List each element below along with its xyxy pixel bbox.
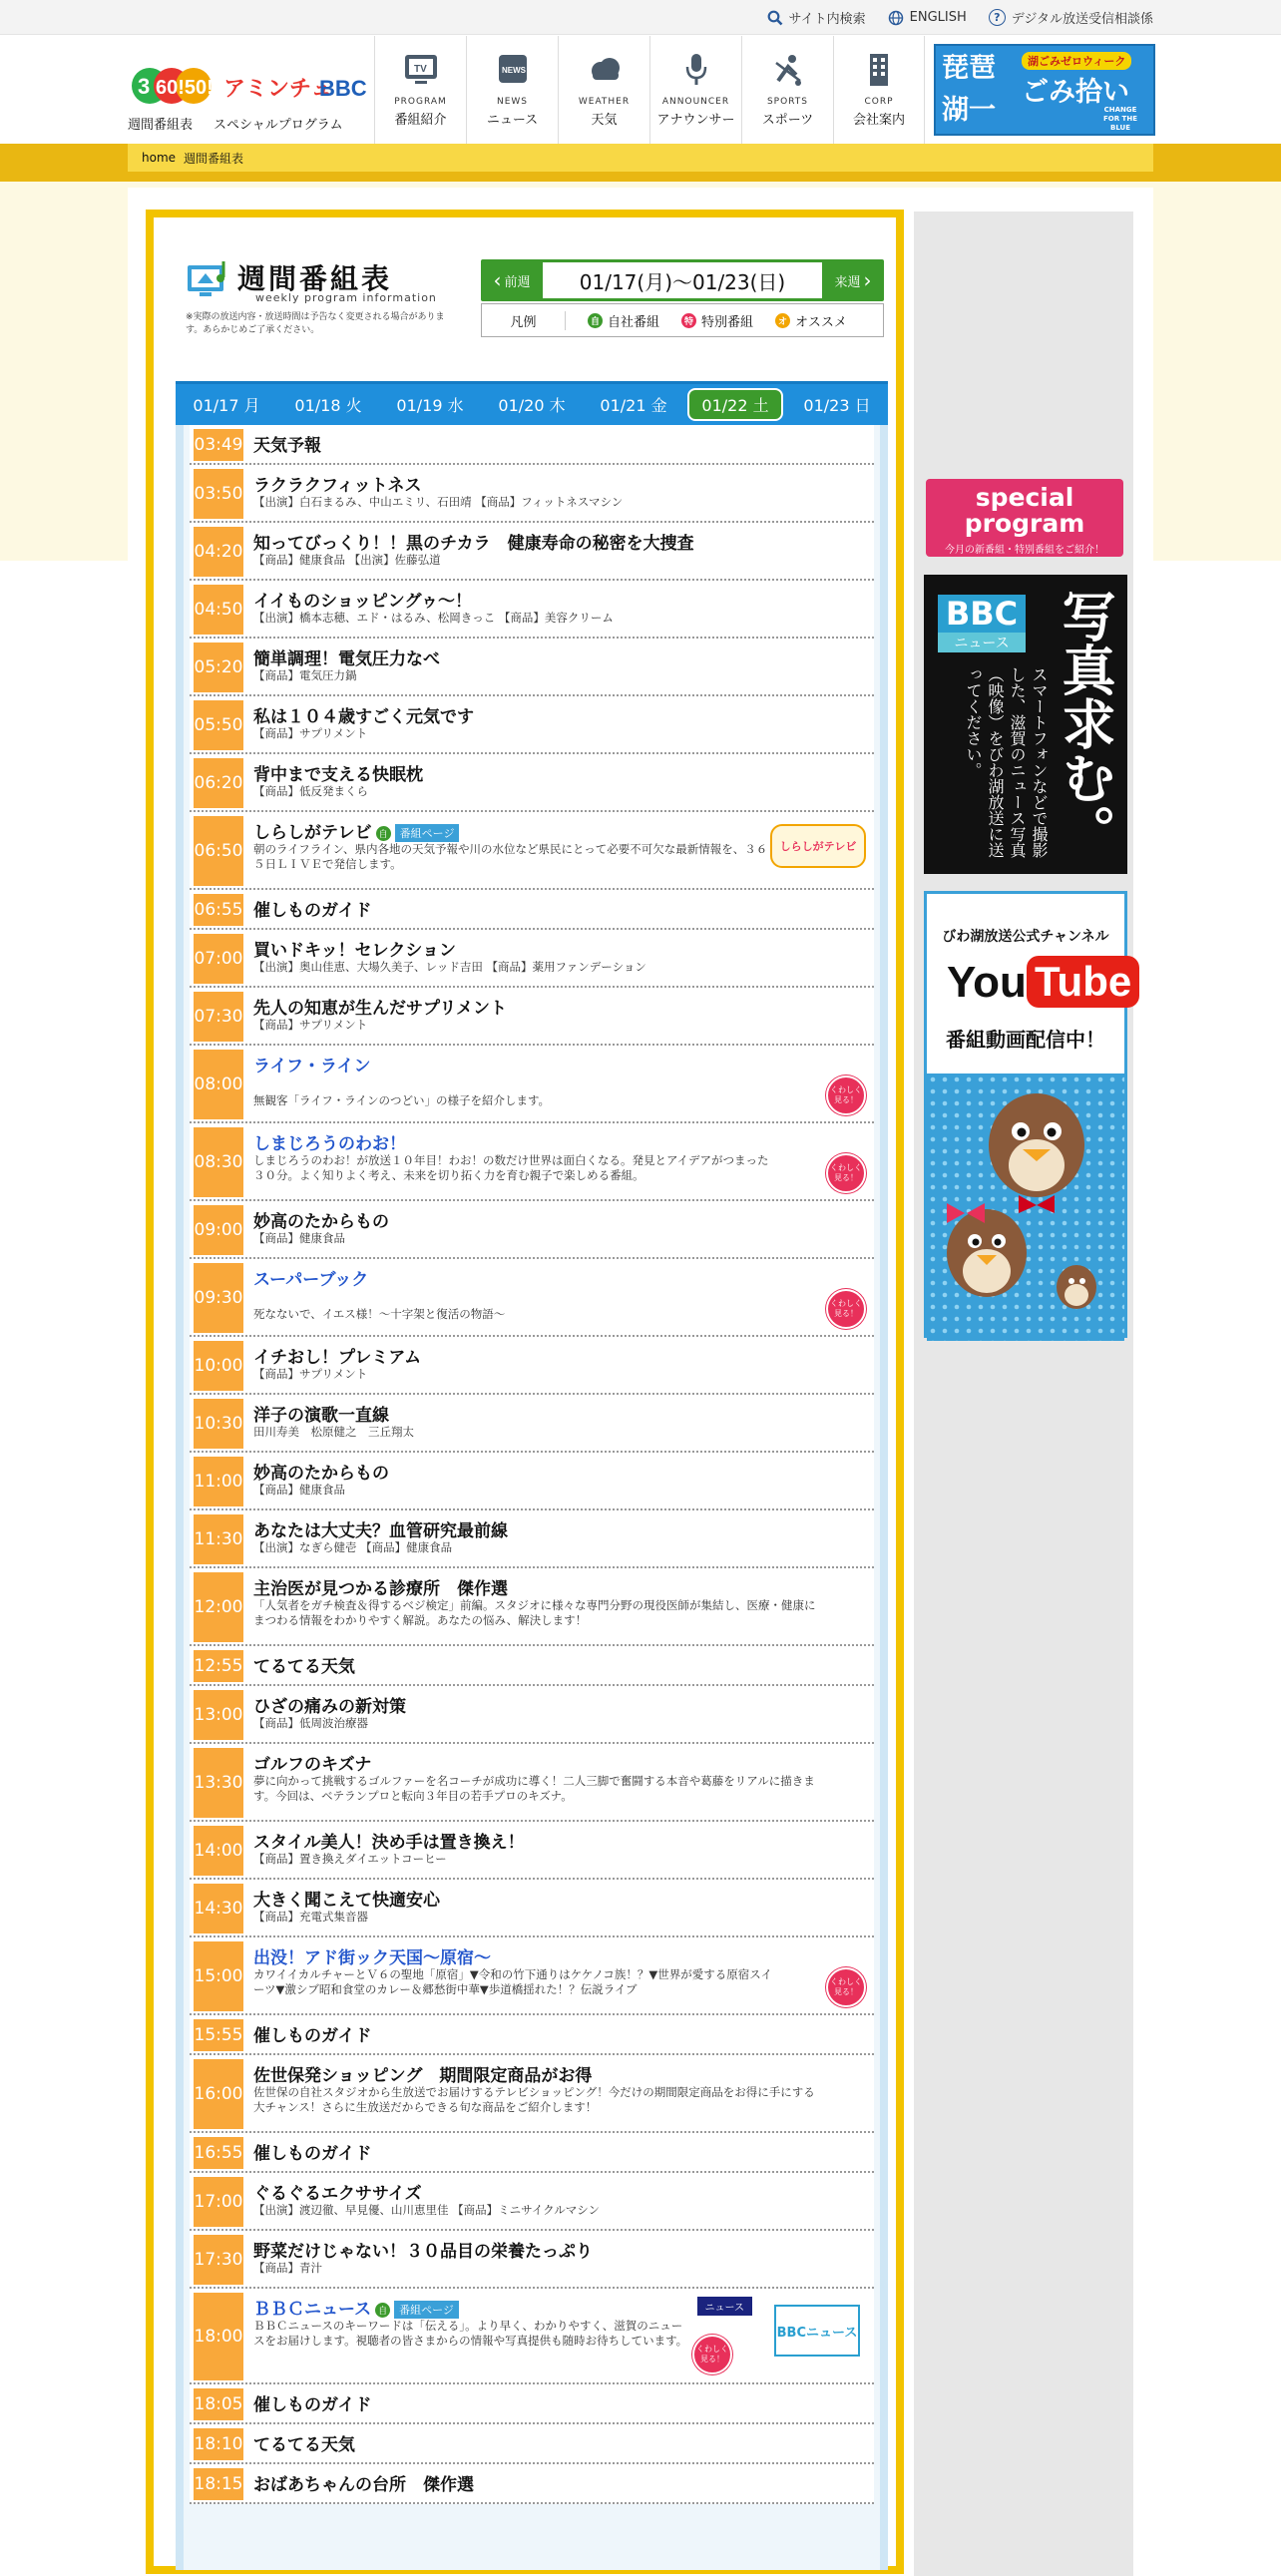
- program-page-link[interactable]: 番組ページ: [395, 824, 460, 842]
- tab-day-3[interactable]: [379, 384, 481, 425]
- program-title: あなたは大丈夫？血管研究最前線: [253, 1521, 508, 1541]
- program-row[interactable]: [190, 1453, 874, 1510]
- nav-weather[interactable]: [558, 36, 649, 144]
- program-description: 【商品】サプリメント: [253, 726, 368, 740]
- program-title: 佐世保発ショッピング 期間限定商品がお得: [253, 2066, 593, 2086]
- nav-program[interactable]: [374, 36, 466, 144]
- program-title-wrap[interactable]: [253, 1692, 406, 1717]
- program-description: 【出演】橋本志穂、エド・はるみ、松岡きっこ 【商品】美容クリーム: [253, 611, 614, 625]
- program-description: 【商品】健康食品: [253, 1231, 345, 1245]
- program-title: 天気予報: [253, 436, 321, 456]
- nav-program-en: PROGRAM: [394, 97, 447, 107]
- program-row[interactable]: [190, 425, 874, 465]
- program-title-wrap[interactable]: [253, 702, 474, 727]
- program-description: 【商品】サプリメント: [253, 1367, 368, 1381]
- program-title: 催しものガイド: [253, 2144, 372, 2164]
- program-title: 催しものガイド: [253, 2026, 372, 2046]
- program-description: 【出演】奥山佳恵、大場久美子、レッド吉田 【商品】薬用ファンデーション: [253, 960, 646, 974]
- program-title: イチおし！プレミアム: [253, 1348, 422, 1368]
- program-time: 10:30: [194, 1399, 243, 1449]
- program-title-wrap[interactable]: [253, 1401, 389, 1426]
- page-title-jp: 週間番組表: [237, 262, 393, 295]
- program-description: 【出演】白石まるみ、中山エミリ、石田靖 【商品】フィットネスマシン: [253, 495, 624, 509]
- program-time: 03:50: [194, 469, 243, 519]
- tab-day-4[interactable]: [481, 384, 583, 425]
- banner-cleanup-text: ごみ拾い: [1022, 77, 1129, 108]
- program-table-link[interactable]: 週間番組表: [128, 118, 194, 133]
- special-program-banner[interactable]: [926, 479, 1123, 557]
- global-nav: [374, 36, 925, 144]
- program-time: 11:30: [194, 1514, 243, 1564]
- legend-own: [588, 311, 659, 330]
- program-description: 【商品】健康食品: [253, 1483, 345, 1497]
- tab-day-label: 01/23 日: [803, 396, 871, 415]
- program-time: 07:00: [194, 934, 243, 984]
- program-title-wrap[interactable]: [253, 2061, 592, 2086]
- next-week-button[interactable]: [825, 262, 881, 298]
- program-description: 【商品】電気圧力鍋: [253, 668, 357, 682]
- special-program-link[interactable]: スペシャルプログラム: [214, 118, 343, 133]
- program-time: 11:00: [194, 1457, 243, 1506]
- program-description: 夢に向かって挑戦するゴルファーを名コーチが成功に導く！二人三脚で奮闘する本音や葛藤をリアルに描きます。今回は、ベテランプロと転向３年目の若手プロのキズナ。: [253, 1774, 815, 1803]
- legend-own-label: 自社番組: [608, 314, 660, 330]
- program-row[interactable]: [190, 1822, 874, 1880]
- program-time: 08:30: [194, 1127, 243, 1197]
- program-row[interactable]: [190, 696, 874, 754]
- program-time: 15:00: [194, 1941, 243, 2011]
- program-title-wrap[interactable]: [253, 936, 456, 961]
- program-row[interactable]: [190, 1201, 874, 1259]
- banner-week-text: 湖ごみゼロウィーク: [1022, 52, 1131, 70]
- youtube-banner-top: びわ湖放送公式チャンネル: [942, 929, 1109, 945]
- shirashiga-tv-logo: しらしがテレビ: [770, 824, 866, 868]
- program-time: 06:20: [194, 758, 243, 808]
- program-title: ラクラクフィットネス: [253, 476, 422, 496]
- utility-bar: [0, 0, 1281, 35]
- details-button[interactable]: くわしく見る！: [826, 1075, 866, 1115]
- program-title: 妙高のたからもの: [253, 1464, 389, 1484]
- program-row[interactable]: [190, 1123, 874, 1201]
- program-row[interactable]: [190, 2384, 874, 2424]
- program-title: ひざの痛みの新対策: [253, 1697, 406, 1717]
- tab-day-label: 01/21 金: [600, 396, 667, 415]
- tab-day-6[interactable]: [684, 384, 786, 425]
- details-button[interactable]: くわしく見る！: [826, 1967, 866, 2007]
- program-row[interactable]: [190, 1937, 874, 2015]
- program-title: しらしがテレビ: [253, 823, 372, 843]
- program-title: 知ってびっくり！！黒のチカラ 健康寿命の秘密を大捜査: [253, 534, 694, 554]
- sidebar: [914, 212, 1133, 2576]
- program-row[interactable]: [190, 581, 874, 639]
- details-button[interactable]: くわしく見る！: [692, 2335, 732, 2374]
- program-time: 07:30: [194, 992, 243, 1042]
- program-title-wrap[interactable]: [253, 1652, 355, 1677]
- legend-label: 凡例: [482, 311, 566, 330]
- program-row[interactable]: [190, 1337, 874, 1395]
- photo-request-banner[interactable]: [924, 575, 1127, 874]
- program-row[interactable]: [190, 1880, 874, 1937]
- program-description: 【商品】青汁: [253, 2261, 322, 2275]
- program-row[interactable]: [190, 890, 874, 930]
- program-description: 【出演】なぎら健壱 【商品】健康食品: [253, 1540, 453, 1554]
- tv-icon: [401, 51, 441, 89]
- program-title: てるてる天気: [253, 2435, 355, 2455]
- details-button[interactable]: くわしく見る！: [826, 1289, 866, 1329]
- program-description: 【出演】渡辺徹、早見優、山川恵里佳 【商品】ミニサイクルマシン: [253, 2203, 600, 2217]
- tab-day-label: 01/22 土: [687, 388, 782, 421]
- program-row[interactable]: [190, 465, 874, 523]
- program-time: 09:00: [194, 1205, 243, 1255]
- digital-help-label: デジタル放送受信相談係: [1011, 12, 1153, 27]
- mascot-illustration: [927, 1073, 1124, 1341]
- news-tag: ニュース: [697, 2297, 753, 2316]
- program-row[interactable]: [190, 2424, 874, 2464]
- nav-announcer[interactable]: [649, 36, 741, 144]
- youtube-logo: [947, 952, 1132, 1022]
- program-title-wrap[interactable]: [253, 1886, 440, 1911]
- sports-icon: [768, 51, 808, 89]
- svg-text:TV: TV: [413, 64, 427, 75]
- program-title: 買いドキッ！セレクション: [253, 941, 456, 961]
- nav-corp-jp: 会社案内: [852, 113, 905, 128]
- program-time: 14:30: [194, 1884, 243, 1933]
- program-title: ゴルフのキズナ: [253, 1755, 372, 1775]
- program-time: 13:30: [194, 1748, 243, 1818]
- youtube-you: You: [947, 958, 1027, 1007]
- program-description: ＢＢＣニュースのキーワードは「伝える」。より早く、わかりやすく、滋賀のニュースをお届けします。視聴者の皆さまからの情報や写真提供も随時お待ちしています。: [253, 2319, 688, 2348]
- program-title: 妙高のたからもの: [253, 1212, 389, 1232]
- tab-day-2[interactable]: [277, 384, 379, 425]
- program-row[interactable]: [190, 1259, 874, 1337]
- program-title-wrap[interactable]: [253, 1052, 370, 1076]
- photo-request-headline: 写真求む。: [1054, 589, 1116, 858]
- program-time: 06:50: [194, 816, 243, 886]
- schedule-note: ※実際の放送内容・放送時間は予告なく変更される場合があります。あらかじめご了承ください。: [186, 312, 445, 335]
- question-icon: ?: [989, 9, 1006, 26]
- svg-text:60!50!: 60!50!: [156, 77, 214, 99]
- own-program-icon: 自: [588, 313, 603, 328]
- nav-sports-en: SPORTS: [766, 97, 809, 107]
- search-icon: [767, 10, 783, 26]
- breadcrumb: [128, 144, 1153, 172]
- svg-text:NEWS: NEWS: [501, 66, 526, 75]
- svg-text:3: 3: [138, 74, 151, 99]
- program-title: 催しものガイド: [253, 901, 372, 921]
- program-row[interactable]: [190, 1744, 874, 1822]
- program-time: 17:30: [194, 2235, 243, 2285]
- program-description: しまじろうのわお！が放送１０年目！わお！の数だけ世界は面白くなる。発見とアイデアがつまった３０分。よく知りよく考え、未来を切り拓く力を育む親子で楽しめる番組。: [253, 1153, 769, 1182]
- next-week-label: 来週: [834, 274, 861, 290]
- nav-news-jp: ニュース: [486, 113, 539, 128]
- program-time: 12:55: [194, 1650, 243, 1682]
- details-button[interactable]: くわしく見る！: [826, 1153, 866, 1193]
- program-time: 17:00: [194, 2177, 243, 2227]
- legend-special: [681, 311, 753, 330]
- microphone-icon: [676, 51, 716, 89]
- english-link[interactable]: [888, 10, 967, 26]
- bbc-logo-text: BBC: [945, 595, 1019, 633]
- lake-cleanup-banner[interactable]: [934, 44, 1155, 136]
- nav-sports[interactable]: [741, 36, 833, 144]
- page-title: [186, 255, 445, 343]
- special-program-icon: 特: [681, 313, 696, 328]
- prev-week-label: 前週: [504, 274, 531, 290]
- svg-text:BBC: BBC: [319, 76, 367, 101]
- program-row[interactable]: [190, 2289, 874, 2384]
- program-description: 「人気者をガチ検査＆得するベジ検定」前編。スタジオに様々な専門分野の現役医師が集結し、医療・健康にまつわる情報をわかりやすく解説。あなたの悩み、解決します！: [253, 1598, 816, 1627]
- site-header: [0, 36, 1281, 144]
- tab-day-7[interactable]: [786, 384, 888, 425]
- day-tabs: [176, 381, 888, 425]
- program-row[interactable]: [190, 1510, 874, 1568]
- program-title-wrap[interactable]: [253, 760, 423, 785]
- nav-announcer-jp: アナウンサー: [656, 113, 735, 128]
- site-search-link[interactable]: [767, 8, 866, 27]
- program-row[interactable]: [190, 639, 874, 696]
- program-title-wrap[interactable]: [253, 471, 421, 496]
- program-title: ぐるぐるエクササイズ: [253, 2184, 422, 2204]
- program-title-wrap[interactable]: [253, 2179, 422, 2204]
- program-title-wrap[interactable]: [253, 2237, 593, 2262]
- program-title-wrap[interactable]: [253, 2390, 372, 2415]
- program-description: 【商品】低周波治療器: [253, 1716, 368, 1730]
- program-title-wrap[interactable]: [253, 431, 321, 456]
- svg-text:アミンチュ: アミンチュ: [223, 77, 333, 102]
- program-time: 16:00: [194, 2059, 243, 2129]
- program-title: 出没！アド街ック天国～原宿～: [253, 1948, 491, 1968]
- program-description: カワイイカルチャーとＶ６の聖地「原宿」▼令和の竹下通りはケケノコ族！？▼世界が愛する原宿スイーツ▼激シブ昭和食堂のカレー＆郷愁街中華▼歩道橋揺れた！？伝説ライブ: [253, 1967, 773, 1996]
- special-banner-title: special program: [964, 483, 1085, 538]
- youtube-tube: Tube: [1027, 956, 1139, 1008]
- program-row[interactable]: [190, 1646, 874, 1686]
- program-description: 朝のライフライン、県内各地の天気予報や川の水位など県民にとって必要不可欠な最新情報を、３６５日ＬＩＶＥで発信します。: [253, 842, 768, 871]
- program-title: 簡単調理！電気圧力なべ: [253, 649, 440, 669]
- tab-day-1[interactable]: [176, 384, 277, 425]
- bbc-news-logo: BBCニュース: [774, 2305, 860, 2357]
- page-title-en: weekly program information: [255, 291, 437, 304]
- program-time: 09:30: [194, 1263, 243, 1333]
- legend-special-label: 特別番組: [701, 314, 754, 330]
- program-page-link[interactable]: 番組ページ: [394, 2301, 459, 2319]
- cloud-icon: [585, 51, 625, 89]
- program-description: 佐世保の自社スタジオから生放送でお届けするテレビショッピング！今だけの期間限定商品をお得に手にする大チャンス！さらに生放送だからできる旬な商品をご紹介します！: [253, 2085, 815, 2114]
- program-time: 18:00: [194, 2293, 243, 2380]
- nav-weather-en: WEATHER: [578, 97, 631, 107]
- program-time: 18:05: [194, 2388, 243, 2420]
- legend-recommend-label: オススメ: [795, 314, 847, 330]
- program-row[interactable]: [190, 1395, 874, 1453]
- program-time: 06:55: [194, 894, 243, 926]
- program-title-wrap[interactable]: [253, 1343, 421, 1368]
- bbc-logo-sub: ニュース: [938, 633, 1026, 652]
- nav-program-jp: 番組紹介: [394, 113, 447, 128]
- program-row[interactable]: [190, 523, 874, 581]
- program-time: 16:55: [194, 2137, 243, 2169]
- breadcrumb-current: 週間番組表: [184, 151, 244, 166]
- program-row[interactable]: [190, 2464, 874, 2504]
- program-title: 先人の知恵が生んだサプリメント: [253, 999, 507, 1019]
- program-title-wrap[interactable]: [253, 896, 372, 921]
- nav-weather-jp: 天気: [591, 113, 618, 128]
- program-title: ＢＢＣニュース: [253, 2300, 372, 2320]
- banner-main-text: 琵琶湖一: [942, 53, 996, 126]
- program-time: 03:49: [194, 429, 243, 461]
- program-time: 13:00: [194, 1690, 243, 1740]
- program-description: 死なないで、イエス様！～十字架と復活の物語～: [253, 1307, 506, 1321]
- program-time: 04:20: [194, 527, 243, 577]
- nav-corp[interactable]: [833, 36, 925, 144]
- program-row[interactable]: [190, 754, 874, 812]
- program-description: 田川寿美 松原健之 三丘翔太: [253, 1425, 414, 1439]
- program-row[interactable]: [190, 2015, 874, 2055]
- program-time: 12:00: [194, 1572, 243, 1642]
- chevron-left-icon: ‹: [493, 268, 502, 292]
- site-logo[interactable]: [128, 58, 367, 110]
- program-time: 18:10: [194, 2428, 243, 2460]
- bbc-news-logo: [938, 595, 1026, 652]
- banner-badge: CHANGE FOR THE BLUE: [1103, 106, 1137, 132]
- nav-announcer-en: ANNOUNCER: [661, 97, 730, 107]
- nav-sports-jp: スポーツ: [761, 113, 814, 128]
- youtube-banner-bottom: 番組動画配信中！: [946, 1028, 1105, 1052]
- program-schedule: [176, 425, 888, 2570]
- program-description: 【商品】充電式集音器: [253, 1910, 368, 1924]
- digital-help-link[interactable]: [989, 8, 1153, 27]
- program-description: 【商品】低反発まくら: [253, 784, 368, 798]
- program-row[interactable]: [190, 2055, 874, 2133]
- program-title: 私は１０４歳すごく元気です: [253, 707, 474, 727]
- tab-day-label: 01/20 木: [498, 396, 566, 415]
- own-program-icon: 自: [376, 826, 391, 841]
- program-time: 08:00: [194, 1050, 243, 1119]
- tab-day-label: 01/19 水: [396, 396, 464, 415]
- program-title-wrap[interactable]: [253, 1516, 508, 1541]
- monitor-music-icon: [186, 257, 233, 301]
- program-time: 05:20: [194, 643, 243, 692]
- program-title: 催しものガイド: [253, 2395, 372, 2415]
- program-time: 14:00: [194, 1826, 243, 1876]
- english-label: ENGLISH: [909, 10, 967, 25]
- photo-request-text: スマートフォンなどで撮影した、滋賀のニュース写真（映像）をびわ湖放送に送ってください。: [964, 666, 1049, 858]
- special-banner-sub: 今月の新番組・特別番組をご紹介！: [945, 545, 1104, 556]
- program-title-wrap[interactable]: [253, 994, 507, 1019]
- program-time: 18:15: [194, 2468, 243, 2500]
- program-title-wrap[interactable]: [253, 1207, 389, 1232]
- program-title-wrap[interactable]: [253, 818, 459, 843]
- program-title: 野菜だけじゃない！３０品目の栄養たっぷり: [253, 2242, 593, 2262]
- program-title-wrap[interactable]: [253, 2470, 474, 2495]
- program-description: 【商品】サプリメント: [253, 1018, 368, 1032]
- recommend-icon: オ: [775, 313, 790, 328]
- program-time: 04:50: [194, 585, 243, 635]
- program-row[interactable]: [190, 2231, 874, 2289]
- nav-news[interactable]: [466, 36, 558, 144]
- program-time: 05:50: [194, 700, 243, 750]
- program-time: 15:55: [194, 2019, 243, 2051]
- program-title-wrap[interactable]: [253, 1129, 406, 1154]
- program-row[interactable]: [190, 2133, 874, 2173]
- program-title: てるてる天気: [253, 1657, 355, 1677]
- program-row[interactable]: [190, 1568, 874, 1646]
- tab-day-label: 01/17 月: [193, 396, 260, 415]
- program-row[interactable]: [190, 930, 874, 988]
- program-row[interactable]: [190, 812, 874, 890]
- program-title-wrap[interactable]: [253, 1265, 368, 1290]
- nav-corp-en: CORP: [864, 97, 894, 107]
- program-title-wrap[interactable]: [253, 644, 440, 669]
- program-title: ライフ・ライン: [253, 1057, 371, 1076]
- program-title: 主治医が見つかる診療所 傑作選: [253, 1579, 508, 1599]
- mascot-background: [927, 1073, 1124, 1341]
- nav-news-en: NEWS: [496, 97, 529, 107]
- own-program-icon: 自: [375, 2303, 390, 2318]
- program-title-wrap[interactable]: [253, 2021, 372, 2046]
- building-icon: [859, 51, 899, 89]
- program-title: スーパーブック: [253, 1270, 369, 1290]
- program-time: 10:00: [194, 1341, 243, 1391]
- program-title-wrap[interactable]: [253, 1828, 525, 1853]
- program-title: しまじろうのわお！: [253, 1134, 406, 1154]
- program-title-wrap[interactable]: [253, 2430, 355, 2455]
- program-title: おばあちゃんの台所 傑作選: [253, 2475, 474, 2495]
- program-description: 無観客「ライフ・ラインのつどい」の様子を紹介します。: [253, 1093, 551, 1107]
- program-title-wrap[interactable]: [253, 2295, 459, 2320]
- week-range: 01/17(月)～01/23(日): [543, 262, 822, 298]
- program-title-wrap[interactable]: [253, 529, 694, 554]
- week-navigator: [481, 259, 884, 301]
- program-title: 洋子の演歌一直線: [253, 1406, 389, 1426]
- globe-icon: [888, 10, 904, 26]
- program-title-wrap[interactable]: [253, 2139, 372, 2164]
- legend-recommend: [775, 311, 847, 330]
- tab-day-5[interactable]: [583, 384, 684, 425]
- tab-day-label: 01/18 火: [294, 396, 362, 415]
- program-title: イイものショッピングゥ～！: [253, 592, 472, 612]
- program-row[interactable]: [190, 1046, 874, 1123]
- breadcrumb-home[interactable]: home: [142, 151, 177, 165]
- legend: [481, 303, 884, 337]
- prev-week-button[interactable]: [484, 262, 540, 298]
- program-title-wrap[interactable]: [253, 1943, 491, 1968]
- site-search-label: サイト内検索: [788, 12, 866, 27]
- program-description: 【商品】健康食品 【出演】佐藤弘道: [253, 553, 441, 567]
- program-title-wrap[interactable]: [253, 1574, 508, 1599]
- program-title: 背中まで支える快眠枕: [253, 765, 423, 785]
- program-row[interactable]: [190, 2173, 874, 2231]
- program-row[interactable]: [190, 988, 874, 1046]
- chevron-right-icon: ›: [863, 268, 872, 292]
- youtube-banner[interactable]: [924, 891, 1132, 1338]
- program-title-wrap[interactable]: [253, 1750, 371, 1775]
- program-row[interactable]: [190, 1686, 874, 1744]
- program-title-wrap[interactable]: [253, 1459, 389, 1484]
- program-title: スタイル美人！決め手は置き換え！: [253, 1833, 525, 1853]
- program-title: 大きく聞こえて快適安心: [253, 1891, 440, 1911]
- program-description: 【商品】置き換えダイエットコーヒー: [253, 1852, 447, 1866]
- news-icon: [493, 51, 533, 89]
- program-title-wrap[interactable]: [253, 587, 472, 612]
